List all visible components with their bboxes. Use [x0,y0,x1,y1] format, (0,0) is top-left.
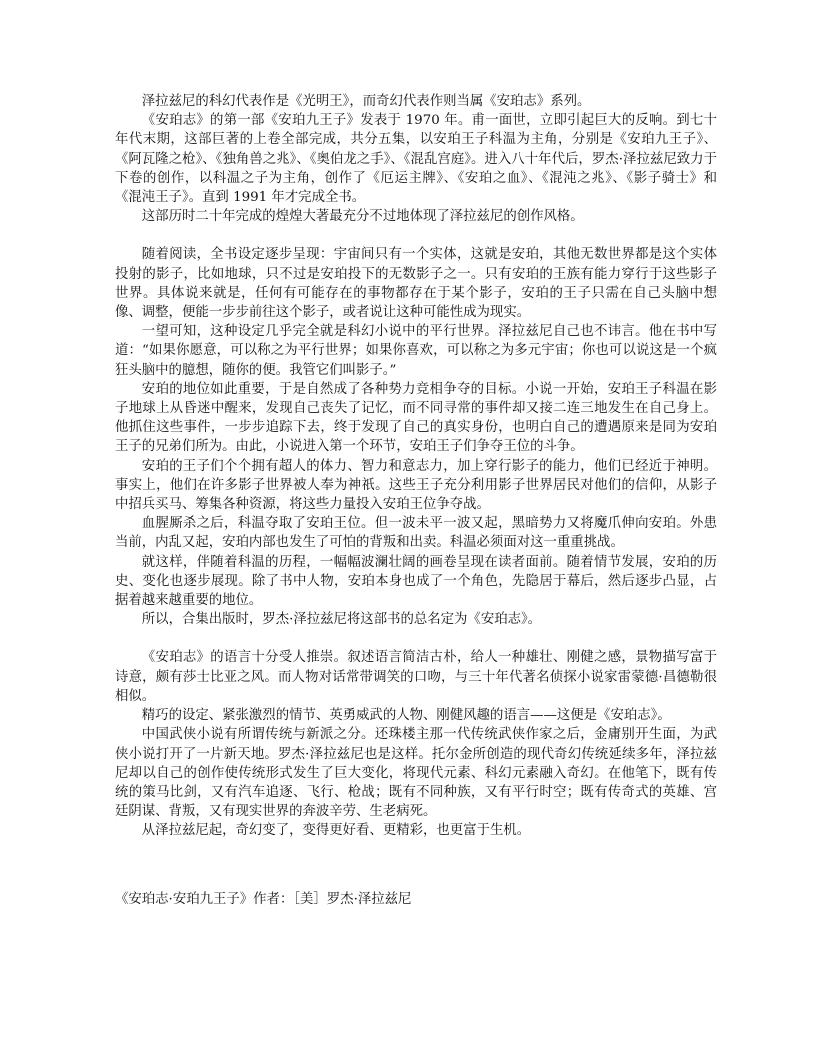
book-footer: 《安珀志·安珀九王子》作者：［美］罗杰·泽拉兹尼 [115,892,412,907]
paragraph: 安珀的地位如此重要，于是自然成了各种势力竞相争夺的目标。小说一开始，安珀王子科温在影子地球上从昏迷中醒来，发现自己丧失了记忆，而不同寻常的事件却又接二连三地发生在自己身上。他抓住这些事件，一步步追踪下去，终于发现了自己的真实身份，也明白自己的遭遇原来是同为安珀王子的兄弟们所为。由此，小说进入第一个环节，安珀王子们争夺王位的斗争。 [115,381,717,455]
paragraph: 就这样，伴随着科温的历程，一幅幅波澜壮阔的画卷呈现在读者面前。随着情节发展，安珀的历史、变化也逐步展现。除了书中人物，安珀本身也成了一个角色，先隐居于幕后，然后逐步凸显，占据着越来越重要的地位。 [115,554,717,609]
section-gap [115,226,717,245]
paragraph: 从泽拉兹尼起，奇幻变了，变得更好看、更精彩，也更富于生机。 [141,823,531,839]
paragraph: 一望可知，这种设定几乎完全就是科幻小说中的平行世界。泽拉兹尼自己也不讳言。他在书中写道：“如果你愿意，可以称之为平行世界；如果你喜欢，可以称之为多元宇宙；你也可以说这是一个疯狂头脑中的臆想，随你的便。我管它们叫影子。” [115,324,717,378]
document-body [115,92,717,841]
paragraph: 《安珀志》的语言十分受人推崇。叙述语言简洁古朴，给人一种雄壮、刚健之感，景物描写富于诗意，颇有莎士比亚之风。而人物对话常带调笑的口吻，与三十年代著名侦探小说家雷蒙德·昌德勒很相似。 [115,650,717,704]
paragraph: 这部历时二十年完成的煌煌大著最充分不过地体现了泽拉兹尼的创作风格。 [141,209,584,225]
section-setting [115,245,717,629]
section-intro [115,92,717,226]
paragraph: 泽拉兹尼的科幻代表作是《光明王》，而奇幻代表作则当属《安珀志》系列。 [141,94,591,109]
paragraph: 随着阅读，全书设定逐步呈现：宇宙间只有一个实体，这就是安珀，其他无数世界都是这个实体投射的影子，比如地球，只不过是安珀投下的无数影子之一。只有安珀的王族有能力穿行于这些影子世界。具体说来就是，任何有可能存在的事物都存在于某个影子，安珀的王子只需在自己头脑中想像、调整，便能一步步前往这个影子，或者说让这种可能性成为现实。 [115,247,717,321]
paragraph: 《安珀志》的第一部《安珀九王子》发表于 1970 年。甫一面世，立即引起巨大的反响。到七十年代末期，这部巨著的上卷全部完成，共分五集，以安珀王子科温为主角，分别是《安珀九王子》、《阿瓦隆之枪》、《独角兽之兆》、《奥伯龙之手》、《混乱宫庭》。进入八十年代后，罗杰·泽拉兹尼致力于下卷的创作，以科温之子为主角，创作了《厄运主牌》、《安珀之血》、《混沌之兆》、《影子骑士》和《混沌王子》。直到 1991 年才完成全书。 [115,113,717,206]
paragraph: 所以，合集出版时，罗杰·泽拉兹尼将这部书的总名定为《安珀志》。 [141,612,542,628]
paragraph: 安珀的王子们个个拥有超人的体力、智力和意志力，加上穿行影子的能力，他们已经近于神明。事实上，他们在许多影子世界被人奉为神祇。这些王子充分利用影子世界居民对他们的信仰，从影子中招兵买马、筹集各种资源，将这些力量投入安珀王位争夺战。 [115,458,717,513]
paragraph: 精巧的设定、紧张激烈的情节、英勇威武的人物、刚健风趣的语言——这便是《安珀志》。 [141,708,671,724]
paragraph: 血腥厮杀之后，科温夺取了安珀王位。但一波未平一波又起，黑暗势力又将魔爪伸向安珀。外患当前，内乱又起，安珀内部也发生了可怕的背叛和出卖。科温必须面对这一重重挑战。 [115,516,717,551]
section-gap [115,629,717,648]
section-style [115,648,717,840]
paragraph: 中国武侠小说有所谓传统与新派之分。还珠楼主那一代传统武侠作家之后，金庸别开生面，为武侠小说打开了一片新天地。罗杰·泽拉兹尼也是这样。托尔金所创造的现代奇幻传统延续多年，泽拉兹尼却以自己的创作使传统形式发生了巨大变化，将现代元素、科幻元素融入奇幻。在他笔下，既有传统的策马比剑，又有汽车追逐、飞行、枪战；既有不同种族，又有平行时空；既有传奇式的英雄、宫廷阴谋、背叛，又有现实世界的奔波辛劳、生老病死。 [115,727,717,820]
